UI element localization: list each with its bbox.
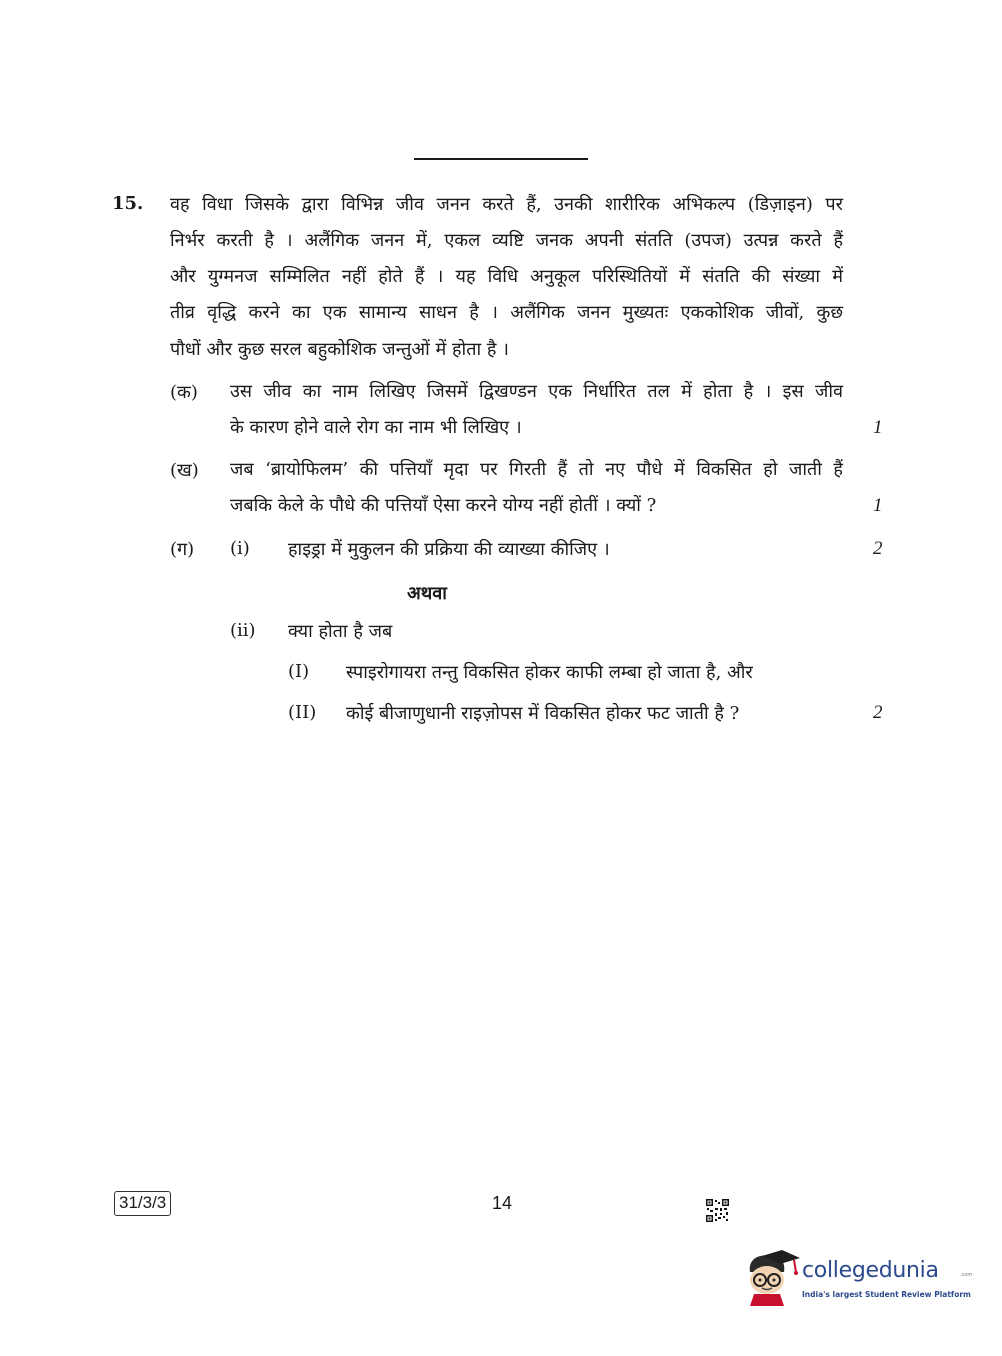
part-ga-ii-label: (ii) (230, 620, 256, 641)
collegedunia-logo (742, 1250, 972, 1310)
part-ga-ii-marks: 2 (873, 702, 883, 723)
question-number: 15. (112, 193, 144, 214)
question-paragraph-line: तीव्र वृद्धि करने का एक सामान्य साधन है । अलैंगिक जनन मुख्यतः एककोशिक जीवों, कुछ (170, 302, 843, 323)
part-ka-line: के कारण होने वाले रोग का नाम भी लिखिए । (230, 417, 522, 438)
part-kha-line: जब ‘ब्रायोफिलम’ की पत्तियाँ मृदा पर गिरती हैं तो नए पौधे में विकसित हो जाती हैं (230, 459, 843, 480)
part-kha-marks: 1 (873, 495, 883, 516)
part-ga-i-marks: 2 (873, 538, 883, 559)
part-ga-label: (ग) (170, 539, 195, 560)
part-ga-i-label: (i) (230, 538, 250, 559)
question-paragraph-line: वह विधा जिसके द्वारा विभिन्न जीव जनन करते हैं, उनकी शारीरिक अभिकल्प (डिज़ाइन) पर (170, 194, 843, 215)
part-ga-ii-text: क्या होता है जब (288, 621, 393, 642)
question-paragraph-line: पौधों और कुछ सरल बहुकोशिक जन्तुओं में होता है । (170, 339, 509, 360)
page-number: 14 (492, 1193, 513, 1213)
or-heading: अथवा (407, 583, 447, 604)
brand-name: collegedunia (802, 1258, 939, 1283)
mascot-icon (742, 1250, 800, 1310)
part-ga-i-text: हाइड्रा में मुकुलन की प्रक्रिया की व्याख्या कीजिए । (288, 539, 610, 560)
part-ka-line: उस जीव का नाम लिखिए जिसमें द्विखण्डन एक निर्धारित तल में होता है । इस जीव (230, 381, 843, 402)
part-kha-line: जबकि केले के पौधे की पत्तियाँ ऐसा करने योग्य नहीं होतीं । क्यों ? (230, 495, 657, 516)
part-ga-ii-II-text: कोई बीजाणुधानी राइज़ोपस में विकसित होकर फट जाती है ? (346, 703, 740, 724)
top-divider-rule (414, 158, 588, 160)
part-ka-marks: 1 (873, 417, 883, 438)
question-paragraph-line: और युग्मनज सम्मिलित नहीं होते हैं । यह विधि अनुकूल परिस्थितियों में संतति की संख्या में (170, 266, 843, 287)
part-ka-label: (क) (170, 382, 198, 403)
brand-domain-suffix: .com (960, 1272, 973, 1278)
part-ga-ii-I-text: स्पाइरोगायरा तन्तु विकसित होकर काफी लम्बा हो जाता है, और (346, 662, 753, 683)
part-kha-label: (ख) (170, 460, 199, 481)
brand-tagline: India's largest Student Review Platform (802, 1290, 971, 1299)
part-ga-ii-II-label: (II) (288, 702, 317, 723)
qr-code-icon (706, 1199, 729, 1222)
question-paragraph-line: निर्भर करती है । अलैंगिक जनन में, एकल व्यष्टि जनक अपनी संतति (उपज) उत्पन्न करते हैं (170, 230, 843, 251)
paper-code: 31/3/3 (114, 1191, 171, 1216)
part-ga-ii-I-label: (I) (288, 661, 310, 682)
